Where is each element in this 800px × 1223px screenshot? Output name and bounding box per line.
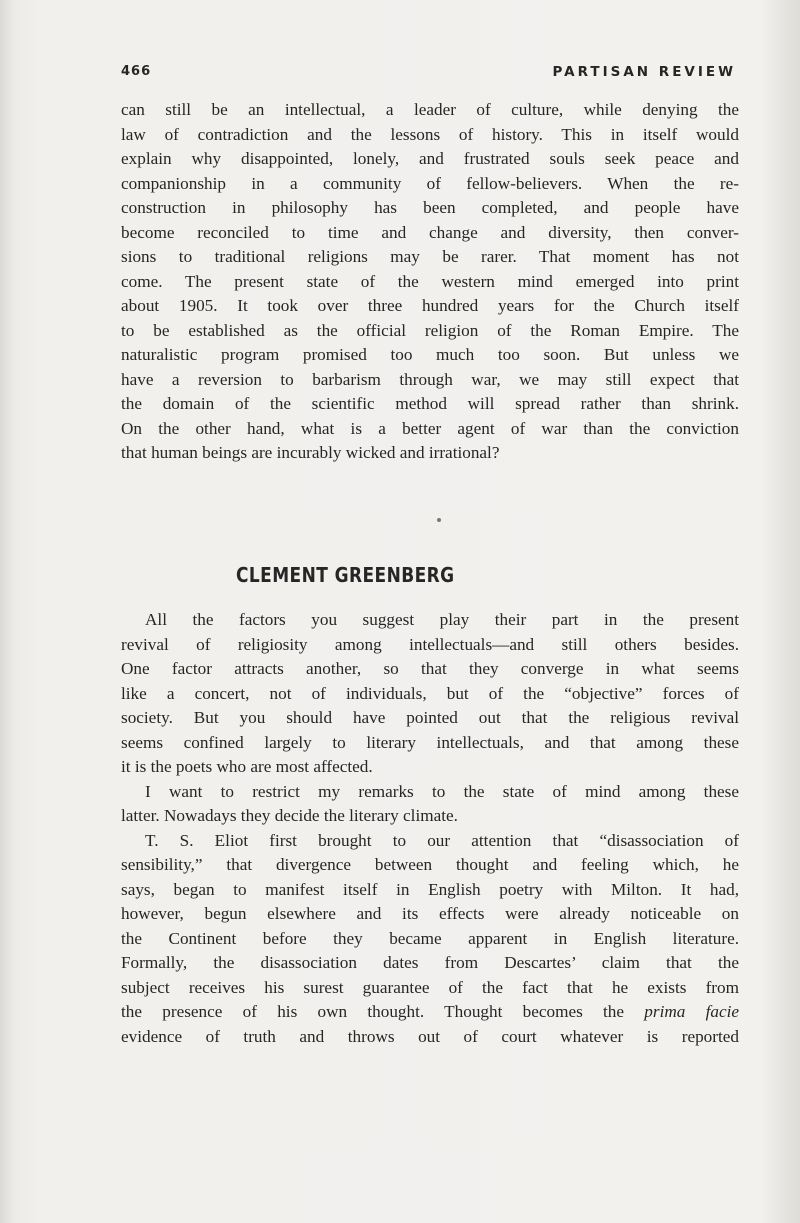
text-line: All the factors you suggest play their part in the present [145,610,739,629]
text-line: seems confined largely to literary intellectuals, and that among these [121,732,739,752]
text-line: One factor attracts another, so that they converge in what seems [121,659,739,678]
text-line: Formally, the disassociation dates from Descartes’ claim that the [121,953,739,972]
text-line: sensibility,” that divergence between thought and feeling which, he [121,855,739,874]
text-segment: the presence of his own thought. Thought becomes the [121,1002,625,1021]
text-line: become reconciled to time and change and diversity, then conver- [121,222,739,242]
text-line: companionship in a community of fellow-believers. When the re- [121,173,739,193]
text-line: sions to traditional religions may be rarer. That moment has not [121,247,739,266]
text-line: to be established as the official religion of the Roman Empire. The [121,320,739,340]
text-line: latter. Nowadays they decide the literary climate. [121,806,458,825]
text-line: the Continent before they became apparent in English literature. [121,928,739,948]
text-line: law of contradiction and the lessons of history. This in itself would [121,124,739,144]
text-line: like a concert, not of individuals, but of the “objective” forces of [121,683,739,703]
text-line: says, began to manifest itself in English poetry with Milton. It had, [121,879,739,899]
text-line: evidence of truth and throws out of court whatever is reported [121,1026,739,1046]
text-line: naturalistic program promised too much too soon. But unless we [121,345,739,364]
text-line: come. The present state of the western mind emerged into print [121,271,739,291]
italic-phrase: prima facie [644,1002,740,1021]
text-line: revival of religiosity among intellectuals—and still others besides. [121,634,739,654]
text-line: society. But you should have pointed out that the religious revival [121,708,739,727]
text-line: I want to restrict my remarks to the state of mind among these [145,781,739,801]
text-line: about 1905. It took over three hundred years for the Church itself [121,296,739,315]
text-line: explain why disappointed, lonely, and frustrated souls seek peace and [121,149,739,168]
running-head: PARTISAN REVIEW [552,64,736,80]
text-line: have a reversion to barbarism through war, we may still expect that [121,369,739,389]
page-number: 466 [121,64,152,79]
text-line: the domain of the scientific method will spread rather than shrink. [121,394,739,413]
page-header [121,64,736,86]
contribution-body [121,608,739,1049]
text-line: however, begun elsewhere and its effects were already noticeable on [121,904,739,923]
text-line: T. S. Eliot first brought to our attention that “disassociation of [145,830,739,850]
text-line: On the other hand, what is a better agent of war than the conviction [121,418,739,438]
text-line: that human beings are incurably wicked and irrational? [121,443,500,462]
contributor-name: CLEMENT GREENBERG [236,563,455,587]
text-line: subject receives his surest guarantee of the fact that he exists from [121,977,739,997]
section-divider-dot [437,518,441,522]
text-line: it is the poets who are most affected. [121,757,373,776]
paragraph-continued [121,98,739,466]
text-line: can still be an intellectual, a leader of culture, while denying the [121,100,739,119]
text-line [121,1000,739,1025]
text-line: construction in philosophy has been completed, and people have [121,198,739,217]
